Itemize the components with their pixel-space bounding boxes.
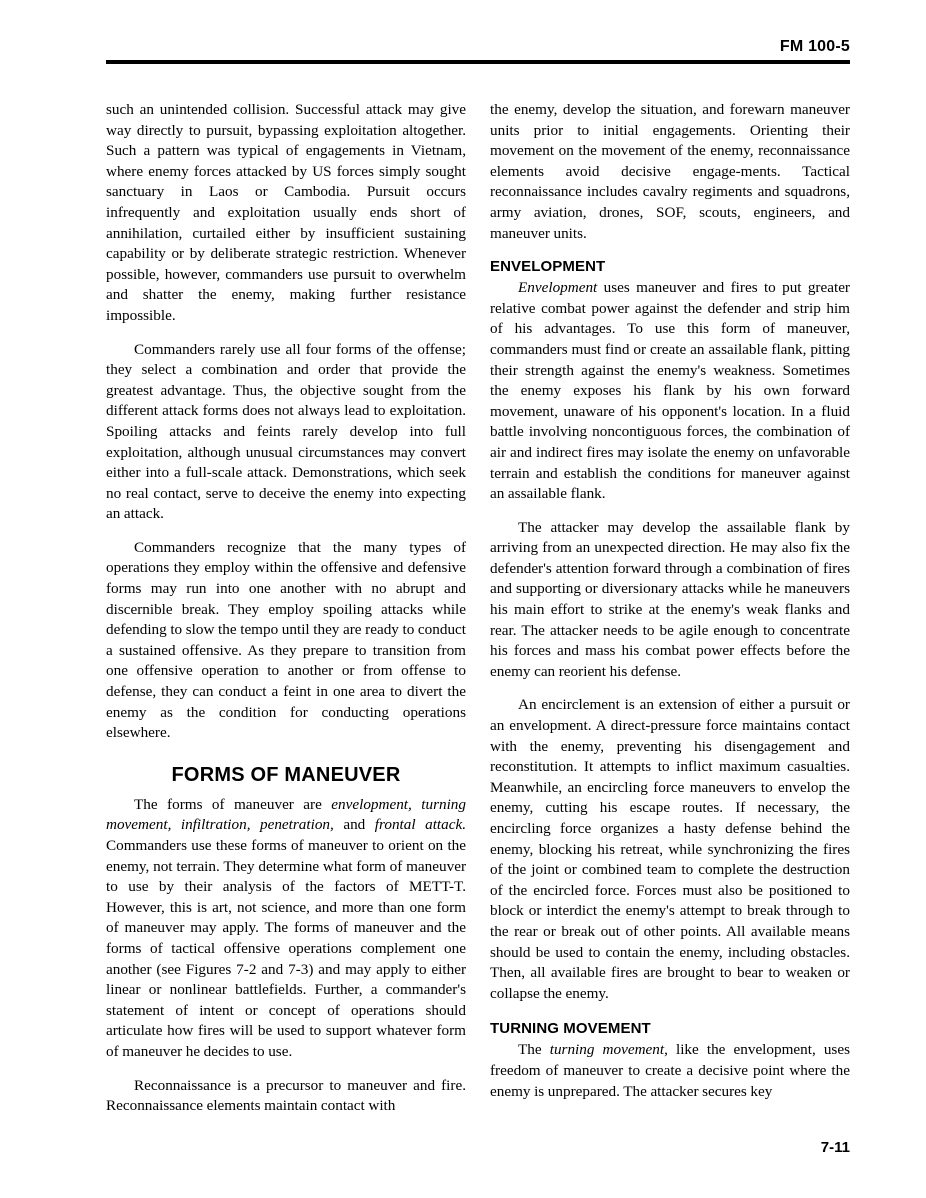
text-part: The forms of maneuver are [134,795,332,813]
right-column [490,100,850,1130]
text-part: , like the envelopment, uses freedom of maneuver to create a decisive point where the enemy is unprepared. The attacker secures key [490,1041,850,1100]
paragraph: such an unintended collision. Successful attack may give way directly to pursuit, bypassing exploitation altogether. Such a pattern was typical of engagements in Vietnam, where enemy forces attacked by US forces simply sought sanctuary in Laos or Cambodia. Pursuit occurs infrequently and exploitation usually ends short of annihilation, curtailed either by insufficient sustaining capability or by deliberate strategic restriction. Whenever possible, however, commanders use pursuit to overwhelm and shatter the enemy, making further resistance impossible. [106,101,466,324]
paragraph: The attacker may develop the assailable flank by arriving from an unexpected direction. He may also fix the defender's attention forward through a combination of fires and supporting or diversionary attacks while he maneuvers his main effort to strike at the enemy's weak flanks and rear. The attacker needs to be agile enough to concentrate his forces and mass his combat power effects before the enemy can reorient his defense. [490,518,850,680]
emphasis-forms-list: envelopment, turning movement, infiltration, penetration, [106,795,466,834]
paragraph-turning-movement [490,1040,850,1102]
paragraph-forms-of-maneuver [106,795,466,1063]
text-part: and [333,816,375,834]
left-column [106,100,466,1130]
paragraph-envelopment [490,278,850,505]
page-header [106,38,850,68]
text-part: uses maneuver and fires to put greater relative combat power against the defender and strip him of his advantages. To use this form of maneuver, commanders must find or create an assailable flank, pitting their strength against the enemy's weakness. Sometimes the enemy exposes his flank by his own forward movement, unaware of his opponent's location. In a fluid battle involving noncontiguous forces, the combination of air and indirect fires may isolate the enemy on unfavorable terrain and establish the conditions for maneuver against an assailable flank. [490,279,850,503]
page-number: 7-11 [820,1139,850,1156]
emphasis-frontal-attack: frontal attack. [374,816,467,834]
paragraph: the enemy, develop the situation, and forewarn maneuver units prior to initial engagements. Orienting their movement on the movement of the enemy, reconnaissance elements avoid decisive engage-ments. Tactical reconnaissance includes cavalry regiments and squadrons, army aviation, drones, SOF, scouts, engineers, and maneuver units. [490,101,850,242]
paragraph: Reconnaissance is a precursor to maneuver and fire. Reconnaissance elements maintain contact with [106,1076,466,1115]
text-part: Commanders use these forms of maneuver to orient on the enemy, not terrain. They determine what form of maneuver to use by their analysis of the factors of METT-T. However, this is art, not science, and more than one form of maneuver may apply. The forms of maneuver and the forms of tactical offensive operations complement one another (see Figures 7-2 and 7-3) and may apply to either linear or nonlinear battlefields. Further, a commander's statement of intent or concept of operations should articulate how fires will be used to support whatever form of maneuver he decides to use. [106,837,466,1060]
text-part: The [518,1041,550,1059]
paragraph: Commanders rarely use all four forms of the offense; they select a combination and order that provide the greatest advantage. Thus, the objective sought from the different attack forms does not always lead to exploitation. Spoiling attacks and feints rarely develop into full exploitation, although unusual circumstances may convert either into a full-scale attack. Demonstrations, which seek no real contact, serve to deceive the enemy into expecting an attack. [106,340,466,523]
header-divider [106,60,850,64]
paragraph: Commanders recognize that the many types of operations they employ within the offensive and defensive forms may run into one another with no abrupt and discernible break. They employ spoiling attacks while defending to slow the tempo until they are ready to conduct a sustained offensive. As they prepare to transition from one offensive operation to another or from offense to defense, they can conduct a feint in one area to divert the enemy as the condition for conducting operations elsewhere. [106,538,466,742]
two-column-body [106,100,850,1130]
subsection-heading-envelopment: ENVELOPMENT [490,258,606,276]
section-heading: FORMS OF MANEUVER [171,763,401,786]
paragraph: An encirclement is an extension of either a pursuit or an envelopment. A direct-pressure force maintains contact with the enemy, preventing his disengagement and reconstitution. It attempts to inflict maximum casualties. Meanwhile, an encircling force maneuvers to envelop the enemy, cutting his escape routes. If necessary, the encircling force organizes a hasty defense behind the enemy, blocking his retreat, while synchronizing the fires of the joint or combined team to complete the destruction of the encircled force. Forces must also be positioned to block or interdict the enemy's attempt to break through to the rear or break out of other points. All available means should be used to contain the enemy, including obstacles. Then, all available fires are brought to bear to weaken or collapse the enemy. [490,696,850,1002]
manual-id: FM 100-5 [779,38,850,55]
emphasis-turning-movement: turning movement [549,1041,665,1059]
subsection-heading-turning-movement: TURNING MOVEMENT [490,1020,651,1038]
emphasis-envelopment: Envelopment [518,279,598,297]
